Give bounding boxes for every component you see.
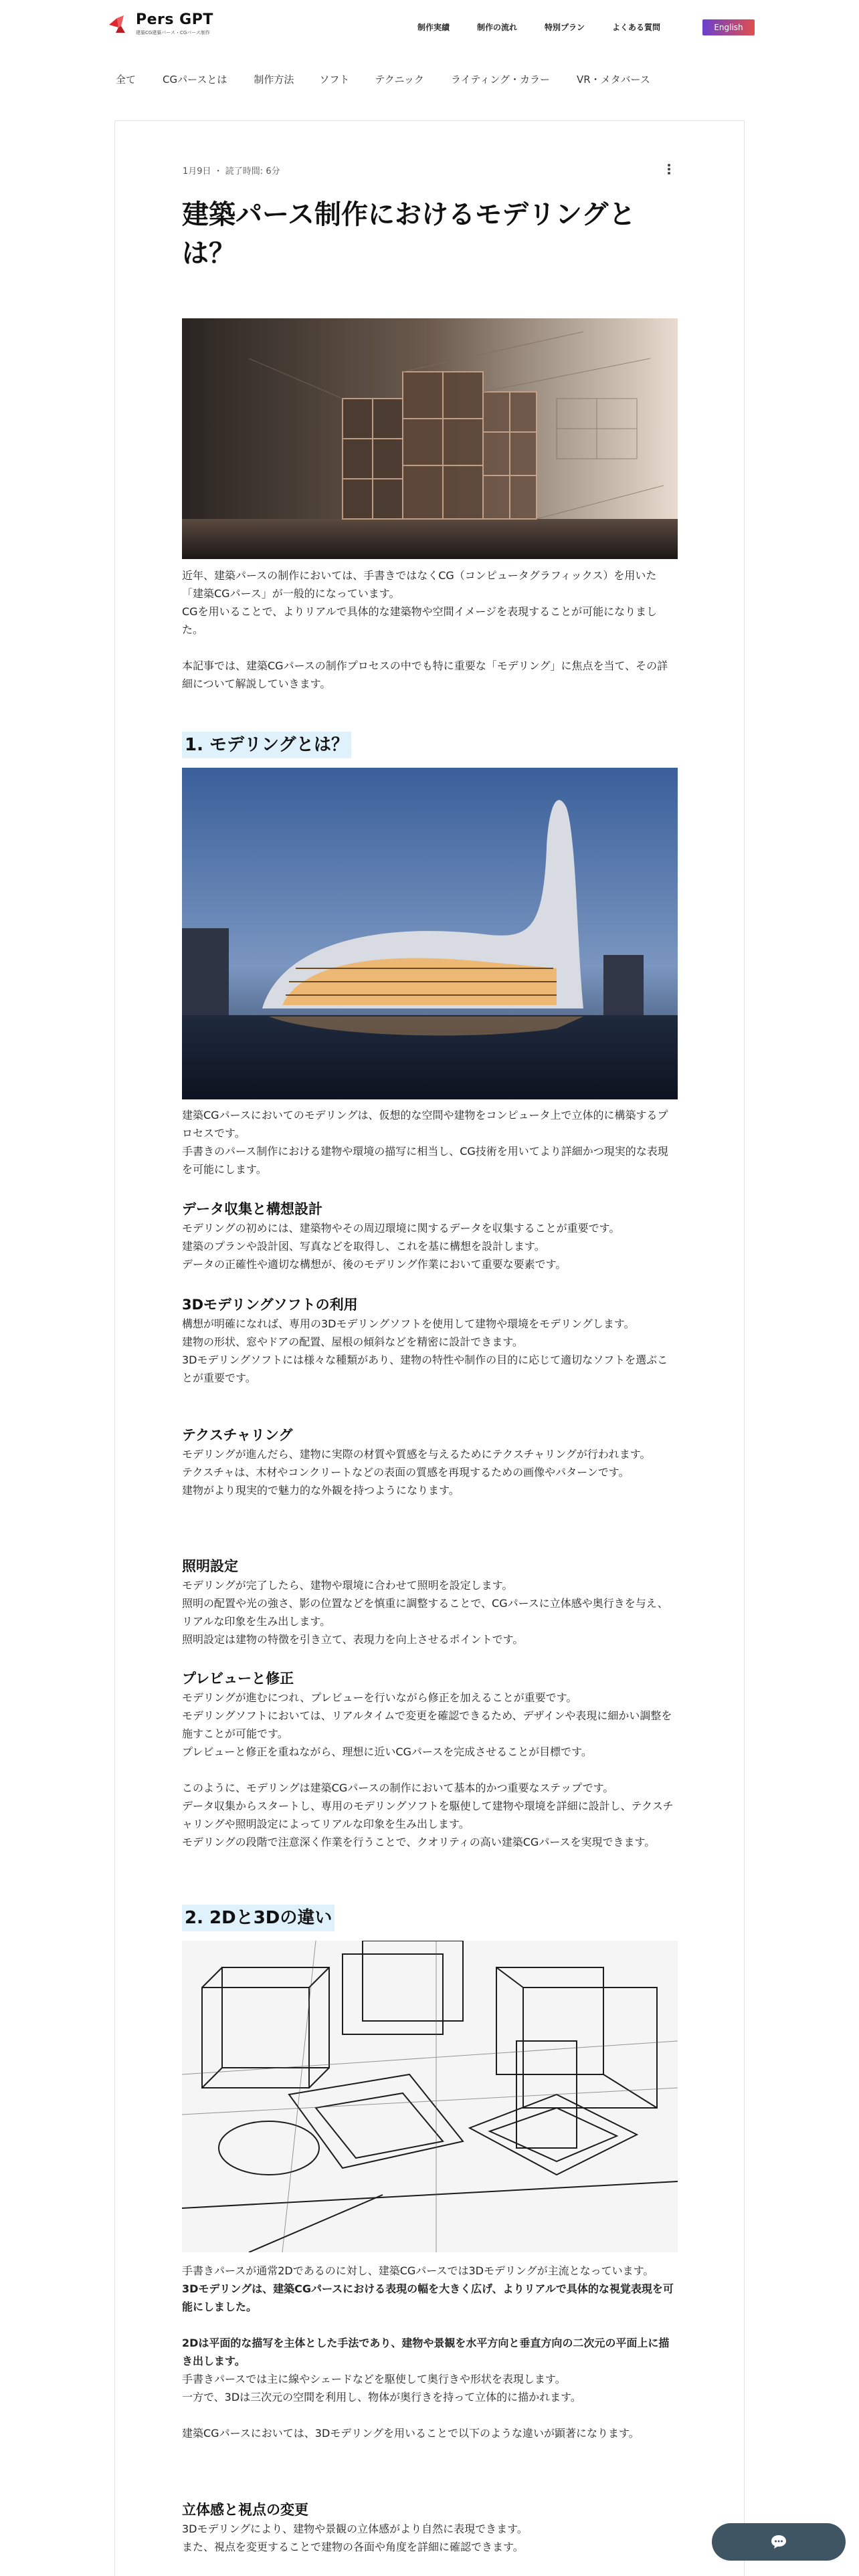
nav-item-flow[interactable]: 制作の流れ bbox=[477, 23, 518, 32]
section-heading-1: 1. モデリングとは？ bbox=[182, 732, 351, 758]
text-line: 建築のプランや設計図、写真などを取得し、これを基に構想を設計します。 bbox=[182, 1240, 545, 1253]
text-line: 構想が明確になれば、専用の3Dモデリングソフトを使用して建物や環境をモデリングします。 bbox=[182, 1317, 635, 1330]
text-line: データ収集からスタートし、専用のモデリングソフトを駆使して建物や環境を詳細に設計し、テクスチャリングや照明設定によってリアルな印象を生み出します。 bbox=[182, 1800, 674, 1830]
site-header bbox=[0, 0, 859, 53]
subheading-lighting: 照明設定 bbox=[182, 1558, 238, 1574]
text-line: プレビューと修正を重ねながら、理想に近いCGパースを完成させることが目標です。 bbox=[182, 1745, 592, 1758]
text-line: 建物の形状、窓やドアの配置、屋根の傾斜などを精密に設計できます。 bbox=[182, 1335, 523, 1348]
3d-software-text bbox=[182, 1315, 678, 1387]
text-line-bold: 2Dは平面的な描写を主体とした手法であり、建物や景観を水平方向と垂直方向の二次元の平面上に描き出します。 bbox=[182, 2337, 670, 2367]
subheading-texturing: テクスチャリング bbox=[182, 1427, 293, 1443]
text-line: モデリングソフトにおいては、リアルタイムで変更を確認できるため、デザインや表現に細かい調整を施すことが可能です。 bbox=[182, 1709, 672, 1740]
text-line: 3Dモデリングソフトには様々な種類があり、建物の特性や制作の目的に応じて適切なソフトを選ぶことが重要です。 bbox=[182, 1354, 668, 1384]
text-line: モデリングが完了したら、建物や環境に合わせて照明を設定します。 bbox=[182, 1579, 513, 1592]
section1-summary bbox=[182, 1779, 678, 1851]
text-line: 3Dモデリングにより、建物や景観の立体感がより自然に表現できます。 bbox=[182, 2523, 528, 2535]
hero-image bbox=[182, 318, 678, 559]
text-line: 建築CGパースにおいては、3Dモデリングを用いることで以下のような違いが顕著になります。 bbox=[182, 2427, 640, 2440]
chat-button[interactable] bbox=[712, 2523, 846, 2561]
text-line: テクスチャは、木材やコンクリートなどの表面の質感を再現するための画像やパターンです。 bbox=[182, 1466, 630, 1479]
text-line: また、視点を変更することで建物の各面や角度を詳細に確認できます。 bbox=[182, 2541, 524, 2553]
category-technique[interactable]: テクニック bbox=[375, 74, 424, 86]
section1-body-2: 手書きのパース制作における建物や環境の描写に相当し、CG技術を用いてより詳細かつ現実的な表現を可能にします。 bbox=[182, 1145, 668, 1176]
section2-body bbox=[182, 2262, 678, 2442]
intro-text bbox=[182, 566, 678, 693]
wireframe-sketch-image bbox=[182, 1941, 678, 2252]
subheading-3d-software: 3Dモデリングソフトの利用 bbox=[182, 1297, 358, 1313]
text-line: 手書きパースが通常2Dであるのに対し、建築CGパースでは3Dモデリングが主流となっています。 bbox=[182, 2264, 654, 2277]
text-line: このように、モデリングは建築CGパースの制作において基本的かつ重要なステップです。 bbox=[182, 1782, 614, 1794]
text-line: 手書きパースでは主に線やシェードなどを駆使して奥行きや形状を表現します。 bbox=[182, 2373, 566, 2385]
nav-item-plan[interactable]: 特別プラン bbox=[545, 23, 585, 32]
intro-line-2: CGを用いることで、よりリアルで具体的な建築物や空間イメージを表現することが可能になりました。 bbox=[182, 605, 658, 636]
subheading-data-collection: データ収集と構想設計 bbox=[182, 1201, 322, 1217]
logo-title: Pers GPT bbox=[136, 11, 213, 28]
top-nav bbox=[417, 21, 688, 33]
text-line-bold: 3Dモデリングは、建築CGパースにおける表現の幅を大きく広げ、よりリアルで具体的な視覚表現を可能にしました。 bbox=[182, 2282, 674, 2313]
chat-bubble-icon bbox=[770, 2534, 787, 2550]
lighting-text bbox=[182, 1576, 678, 1648]
logo-subtitle: 建築CG建築パース・CGパース制作 bbox=[136, 30, 210, 35]
category-method[interactable]: 制作方法 bbox=[254, 74, 294, 86]
subheading-perspective: 立体感と視点の変更 bbox=[182, 2502, 308, 2518]
text-line: 一方で、3Dは三次元の空間を利用し、物体が奥行きを持って立体的に描かれます。 bbox=[182, 2391, 581, 2403]
subheading-preview: プレビューと修正 bbox=[182, 1671, 294, 1687]
data-collection-text bbox=[182, 1219, 678, 1273]
nav-item-faq[interactable]: よくある質問 bbox=[612, 23, 661, 32]
section1-intro bbox=[182, 1106, 678, 1178]
category-nav bbox=[116, 72, 650, 86]
preview-text bbox=[182, 1689, 678, 1761]
text-line: モデリングの段階で注意深く作業を行うことで、クオリティの高い建築CGパースを実現できます。 bbox=[182, 1836, 656, 1848]
modern-building-image bbox=[182, 768, 678, 1099]
text-line: 照明設定は建物の特徴を引き立て、表現力を向上させるポイントです。 bbox=[182, 1633, 524, 1646]
text-line: モデリングが進むにつれ、プレビューを行いながら修正を加えることが重要です。 bbox=[182, 1691, 577, 1704]
texturing-text bbox=[182, 1445, 678, 1499]
text-line: モデリングの初めには、建築物やその周辺環境に関するデータを収集することが重要です。 bbox=[182, 1222, 620, 1235]
text-line: 照明の配置や光の強さ、影の位置などを慎重に調整することで、CGパースに立体感や奥行きを与え、リアルな印象を生み出します。 bbox=[182, 1597, 668, 1628]
text-line: モデリングが進んだら、建物に実際の材質や質感を与えるためにテクスチャリングが行われます。 bbox=[182, 1448, 651, 1461]
intro-line-1: 近年、建築パースの制作においては、手書きではなくCG（コンピュータグラフィックス）を用いた「建築CGパース」が一般的になっています。 bbox=[182, 569, 657, 600]
english-button[interactable]: English bbox=[702, 19, 755, 35]
post-title: 建築パース制作におけるモデリングとは？ bbox=[182, 199, 636, 269]
more-vertical-icon[interactable] bbox=[668, 164, 672, 175]
post-meta: 1月9日 ・ 読了時間: 6分 bbox=[183, 167, 280, 177]
category-vr[interactable]: VR・メタバース bbox=[576, 74, 650, 86]
text-line: 建物がより現実的で魅力的な外観を持つようになります。 bbox=[182, 1484, 460, 1497]
pers-logo-icon bbox=[109, 15, 130, 33]
category-soft[interactable]: ソフト bbox=[319, 74, 350, 86]
section1-body-1: 建築CGパースにおいてのモデリングは、仮想的な空間や建物をコンピュータ上で立体的に構築するプロセスです。 bbox=[182, 1109, 668, 1140]
nav-item-works[interactable]: 制作実績 bbox=[417, 23, 450, 32]
text-line: データの正確性や適切な構想が、後のモデリング作業において重要な要素です。 bbox=[182, 1258, 567, 1271]
perspective-text bbox=[182, 2520, 678, 2556]
category-lighting[interactable]: ライティング・カラー bbox=[450, 74, 550, 86]
intro-line-3: 本記事では、建築CGパースの制作プロセスの中でも特に重要な「モデリング」に焦点を当て、その詳細について解説していきます。 bbox=[182, 659, 668, 690]
site-logo[interactable] bbox=[109, 12, 213, 36]
category-all[interactable]: 全て bbox=[116, 74, 136, 86]
category-cg-perse[interactable]: CGパースとは bbox=[163, 74, 227, 86]
section-heading-2: 2. 2Dと3Dの違い bbox=[182, 1905, 335, 1931]
